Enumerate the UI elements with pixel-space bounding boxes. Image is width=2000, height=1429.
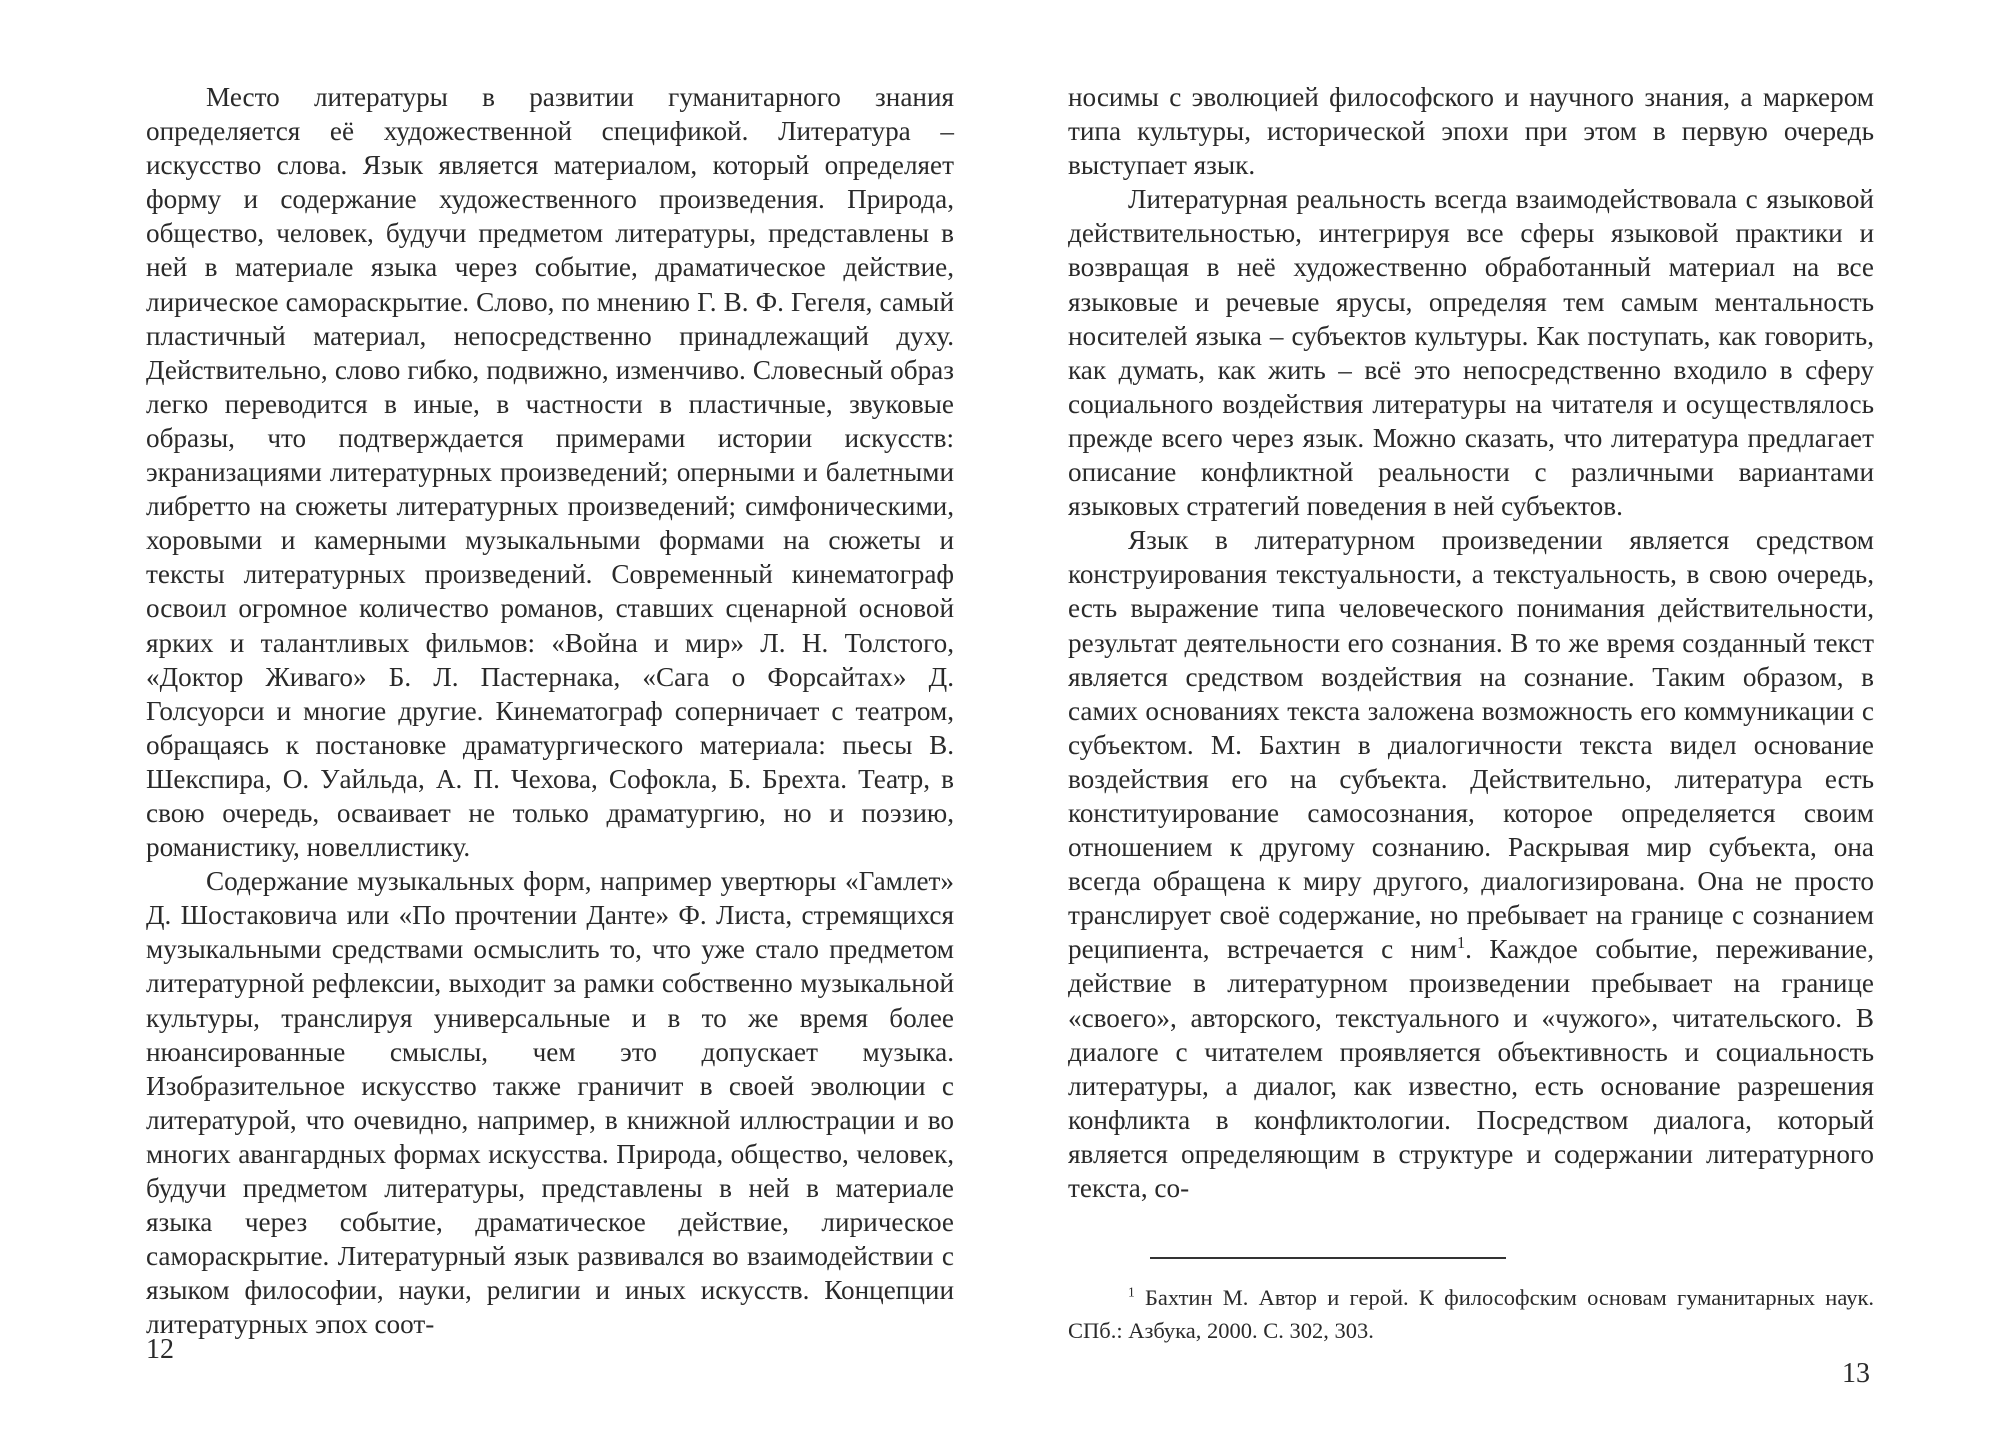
right-page xyxy=(1000,0,2000,1429)
footnote-marker: 1 xyxy=(1128,1284,1135,1300)
footnote-divider xyxy=(1150,1257,1506,1259)
paragraph: Литературная реальность всегда взаимодействовала с языковой действительностью, интегрируя все сферы языковой практики и возвращая в неё художественно обработанный материал на все языковые и речевые ярусы, определяя тем самым ментальность носителей языка – субъектов культуры. Как поступать, как говорить, как думать, как жить – всё это непосредственно входило в сферу социального воздействия литературы на читателя и осуществлялось прежде всего через язык. Можно сказать, что литература предлагает описание конфликтной реальности с различными вариантами языковых стратегий поведения в ней субъектов. xyxy=(1068,184,1874,522)
page-number: 12 xyxy=(146,1334,174,1365)
paragraph xyxy=(1068,523,1874,1205)
footnote-text: Бахтин М. Автор и герой. К философским основам гуманитарных наук. СПб.: Азбука, 2000. С. 302, 303. xyxy=(1068,1285,1874,1343)
paragraph-text: Язык в литературном произведении является средством конструирования текстуальности, а текстуальность, в свою очередь, есть выражение типа человеческого понимания действительности, результат деятельности его сознания. В то же время созданный текст является средством воздействия на сознание. Таким образом, в самих основаниях текста заложена возможность его коммуникации с субъектом. М. Бахтин в диалогичности текста видел основание воздействия его на субъекта. Действительно, литература есть конституирование самосознания, которое определяется своим отношением к другому сознанию. Раскрывая мир субъекта, она всегда обращена к миру другого, диалогизирована. Она не просто транслирует своё содержание, но пребывает на границе с сознанием реципиента, встречается с ним xyxy=(1068,525,1874,965)
right-page-text xyxy=(1068,80,1874,1205)
paragraph: Место литературы в развитии гуманитарного знания определяется её художественной спецификой. Литература – искусство слова. Язык является материалом, который определяет форму и содержание художественного произведения. Природа, общество, человек, будучи предметом литературы, представлены в ней в материале языка через событие, драматическое действие, лирическое самораскрытие. Слово, по мнению Г. В. Ф. Гегеля, самый пластичный материал, непосредственно принадлежащий духу. Действительно, слово гибко, подвижно, изменчиво. Словесный образ легко переводится в иные, в частности в пластичные, звуковые образы, что подтверждается примерами истории искусств: экранизациями литературных произведений; оперными и балетными либретто на сюжеты литературных произведений; симфоническими, хоровыми и камерными музыкальными формами на сюжеты и тексты литературных произведений. Современный кинематограф освоил огромное количество романов, ставших сценарной основой ярких и талантливых фильмов: «Война и мир» Л. Н. Толстого, «Доктор Живаго» Б. Л. Пастернака, «Сага о Форсайтах» Д. Голсуорси и многие другие. Кинематограф соперничает с театром, обращаясь к постановке драматургического материала: пьесы В. Шекспира, О. Уайльда, А. П. Чехова, Софокла, Б. Брехта. Театр, в свою очередь, осваивает не только драматургию, но и поэзию, романистику, новеллистику. xyxy=(146,82,954,863)
paragraph: Содержание музыкальных форм, например увертюры «Гамлет» Д. Шостаковича или «По прочтении Данте» Ф. Листа, стремящихся музыкальными средствами осмыслить то, что уже стало предметом литературной рефлексии, выходит за рамки собственно музыкальной культуры, транслируя универсальные и в то же время более нюансированные смыслы, чем это допускает музыка. Изобразительное искусство также граничит в своей эволюции с литературой, что очевидно, например, в книжной иллюстрации и во многих авангардных формах искусства. Природа, общество, человек, будучи предметом литературы, представлены в ней в материале языка через событие, драматическое действие, лирическое самораскрытие. Литературный язык развивался во взаимодействии с языком философии, науки, религии и иных искусств. Концепции литературных эпох соот- xyxy=(146,866,954,1340)
left-page-text xyxy=(146,80,954,1341)
footnote xyxy=(1068,1281,1874,1347)
paragraph: носимы с эволюцией философского и научного знания, а маркером типа культуры, исторической эпохи при этом в первую очередь выступает язык. xyxy=(1068,82,1874,181)
paragraph-text: . Каждое событие, переживание, действие в литературном произведении пребывает на границе «своего», авторского, текстуального и «чужого», читательского. В диалоге с читателем проявляется объективность и социальность литературы, а диалог, как известно, есть основание разрешения конфликта в конфликтологии. Посредством диалога, который является определяющим в структуре и содержании литературного текста, со- xyxy=(1068,934,1874,1203)
page-number: 13 xyxy=(1842,1358,1870,1389)
footnote-reference[interactable]: 1 xyxy=(1456,933,1466,953)
